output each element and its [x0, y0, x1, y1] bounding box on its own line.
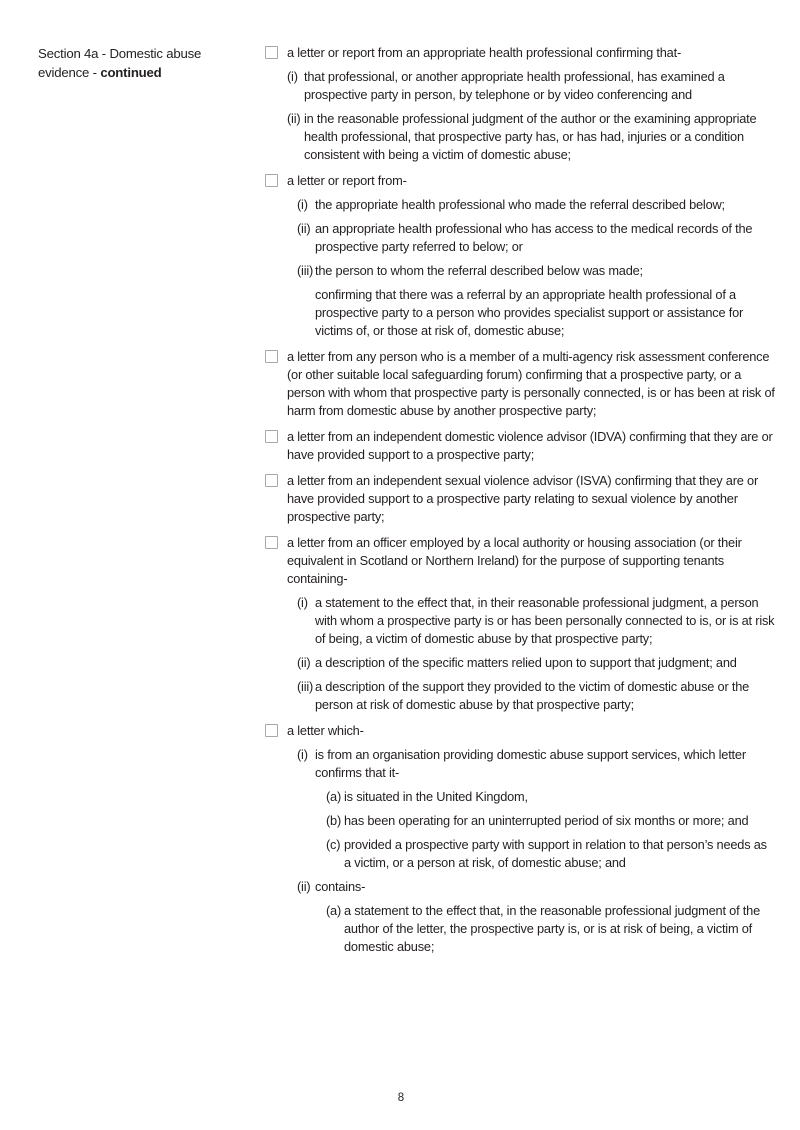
sub-item-number: (i) [287, 69, 298, 84]
sub-item [326, 788, 776, 806]
checkbox[interactable] [265, 46, 278, 59]
sub-item-text: is from an organisation providing domestic abuse support services, which letter confirms that it- [315, 747, 746, 780]
checklist-item-head [264, 722, 776, 740]
sub-item [297, 262, 776, 280]
sub-item-text: in the reasonable professional judgment of the author or the examining appropriate health professional, that prospective party has, or has had, injuries or a condition consistent with being a victim of domestic abuse; [304, 111, 757, 162]
checkbox[interactable] [265, 430, 278, 443]
checklist-item [264, 472, 776, 526]
sub-item-text: a statement to the effect that, in the reasonable professional judgment of the author of the letter, the prospective party is, or is at risk of being, a victim of domestic abuse; [344, 903, 760, 954]
checklist-item [264, 44, 776, 164]
checklist-item [264, 172, 776, 340]
sub-item-number: (ii) [287, 111, 301, 126]
checklist-item-label: a letter from any person who is a member of a multi-agency risk assessment conference (or other suitable local safeguarding forum) confirming that a prospective party, or a person with whom that prospective party is personally connected, is or has been at risk of harm from domestic abuse by another prospective party; [287, 349, 775, 418]
checklist-item [264, 348, 776, 420]
checklist-item-head [264, 44, 776, 62]
section-heading-line2-prefix: evidence - [38, 65, 101, 80]
sub-item [297, 196, 776, 214]
sub-item [297, 878, 776, 896]
sub-item-text: provided a prospective party with support in relation to that person’s needs as a victim, or a person at risk, of domestic abuse; and [344, 837, 767, 870]
checkbox[interactable] [265, 350, 278, 363]
checklist-item-head [264, 428, 776, 464]
checklist-item-head [264, 172, 776, 190]
sub-item-text: is situated in the United Kingdom, [344, 789, 528, 804]
sub-item [297, 220, 776, 256]
sub-item-number: (iii) [297, 679, 314, 694]
sub-item-text: an appropriate health professional who has access to the medical records of the prospective party referred to below; or [315, 221, 753, 254]
section-heading-line2-bold: continued [100, 65, 162, 80]
sub-item-number: (a) [326, 789, 342, 804]
sub-item-number: (i) [297, 747, 308, 762]
checklist-item-label: a letter which- [287, 723, 364, 738]
checklist-item-label: a letter from an officer employed by a local authority or housing association (or their equivalent in Scotland or Northern Ireland) for the purpose of supporting tenants containing- [287, 535, 742, 586]
checklist-item [264, 428, 776, 464]
checkbox[interactable] [265, 174, 278, 187]
checklist-item-label: a letter or report from an appropriate health professional confirming that- [287, 45, 682, 60]
sub-item-text: has been operating for an uninterrupted period of six months or more; and [344, 813, 749, 828]
checklist-item [264, 534, 776, 714]
sub-item [297, 746, 776, 782]
sub-item-number: (ii) [297, 879, 311, 894]
checkbox[interactable] [265, 724, 278, 737]
sub-item-number: (c) [326, 837, 341, 852]
sub-item-text: a description of the specific matters relied upon to support that judgment; and [315, 655, 737, 670]
sub-item [287, 68, 776, 104]
evidence-checklist [264, 44, 776, 964]
sub-item-number: (i) [297, 595, 308, 610]
sub-item-text: contains- [315, 879, 366, 894]
sub-item-number: (i) [297, 197, 308, 212]
checklist-item-head [264, 472, 776, 526]
sub-item [326, 836, 776, 872]
sub-item [297, 286, 776, 340]
sub-item [326, 902, 776, 956]
checklist-item [264, 722, 776, 956]
checklist-item-head [264, 348, 776, 420]
checklist-item-label: a letter or report from- [287, 173, 407, 188]
sub-item [326, 812, 776, 830]
sub-item-text: a description of the support they provided to the victim of domestic abuse or the person at risk of domestic abuse by that prospective party; [315, 679, 750, 712]
checkbox[interactable] [265, 474, 278, 487]
section-heading [38, 44, 258, 82]
sub-item [287, 110, 776, 164]
sub-item-text: a statement to the effect that, in their reasonable professional judgment, a person with whom a prospective party is or has been personally connected to is, or is at risk of being, a victim of domestic abuse by that prospective party; [315, 595, 775, 646]
checkbox[interactable] [265, 536, 278, 549]
page-number: 8 [397, 1092, 405, 1104]
sub-item-text: the person to whom the referral described below was made; [315, 263, 643, 278]
sub-item [297, 654, 776, 672]
checklist-item-head [264, 534, 776, 588]
section-heading-line2 [38, 63, 258, 82]
sub-item-number: (ii) [297, 655, 311, 670]
sub-item-number: (ii) [297, 221, 311, 236]
sub-item-text: that professional, or another appropriate health professional, has examined a prospective party in person, by telephone or by video conferencing and [304, 69, 725, 102]
sub-item-text: confirming that there was a referral by an appropriate health professional of a prospective party to a person who provides specialist support or assistance for victims of, or those at risk of, domestic abuse; [315, 287, 744, 338]
sub-item [297, 678, 776, 714]
sub-item-text: the appropriate health professional who made the referral described below; [315, 197, 725, 212]
sub-item [297, 594, 776, 648]
sub-item-number: (iii) [297, 263, 314, 278]
sub-item-number: (b) [326, 813, 342, 828]
section-heading-line1: Section 4a - Domestic abuse [38, 46, 202, 61]
sub-item-number: (a) [326, 903, 342, 918]
checklist-item-label: a letter from an independent domestic violence advisor (IDVA) confirming that they are or have provided support to a prospective party; [287, 429, 773, 462]
checklist-item-label: a letter from an independent sexual violence advisor (ISVA) confirming that they are or have provided support to a prospective party relating to sexual violence by another prospective party; [287, 473, 759, 524]
